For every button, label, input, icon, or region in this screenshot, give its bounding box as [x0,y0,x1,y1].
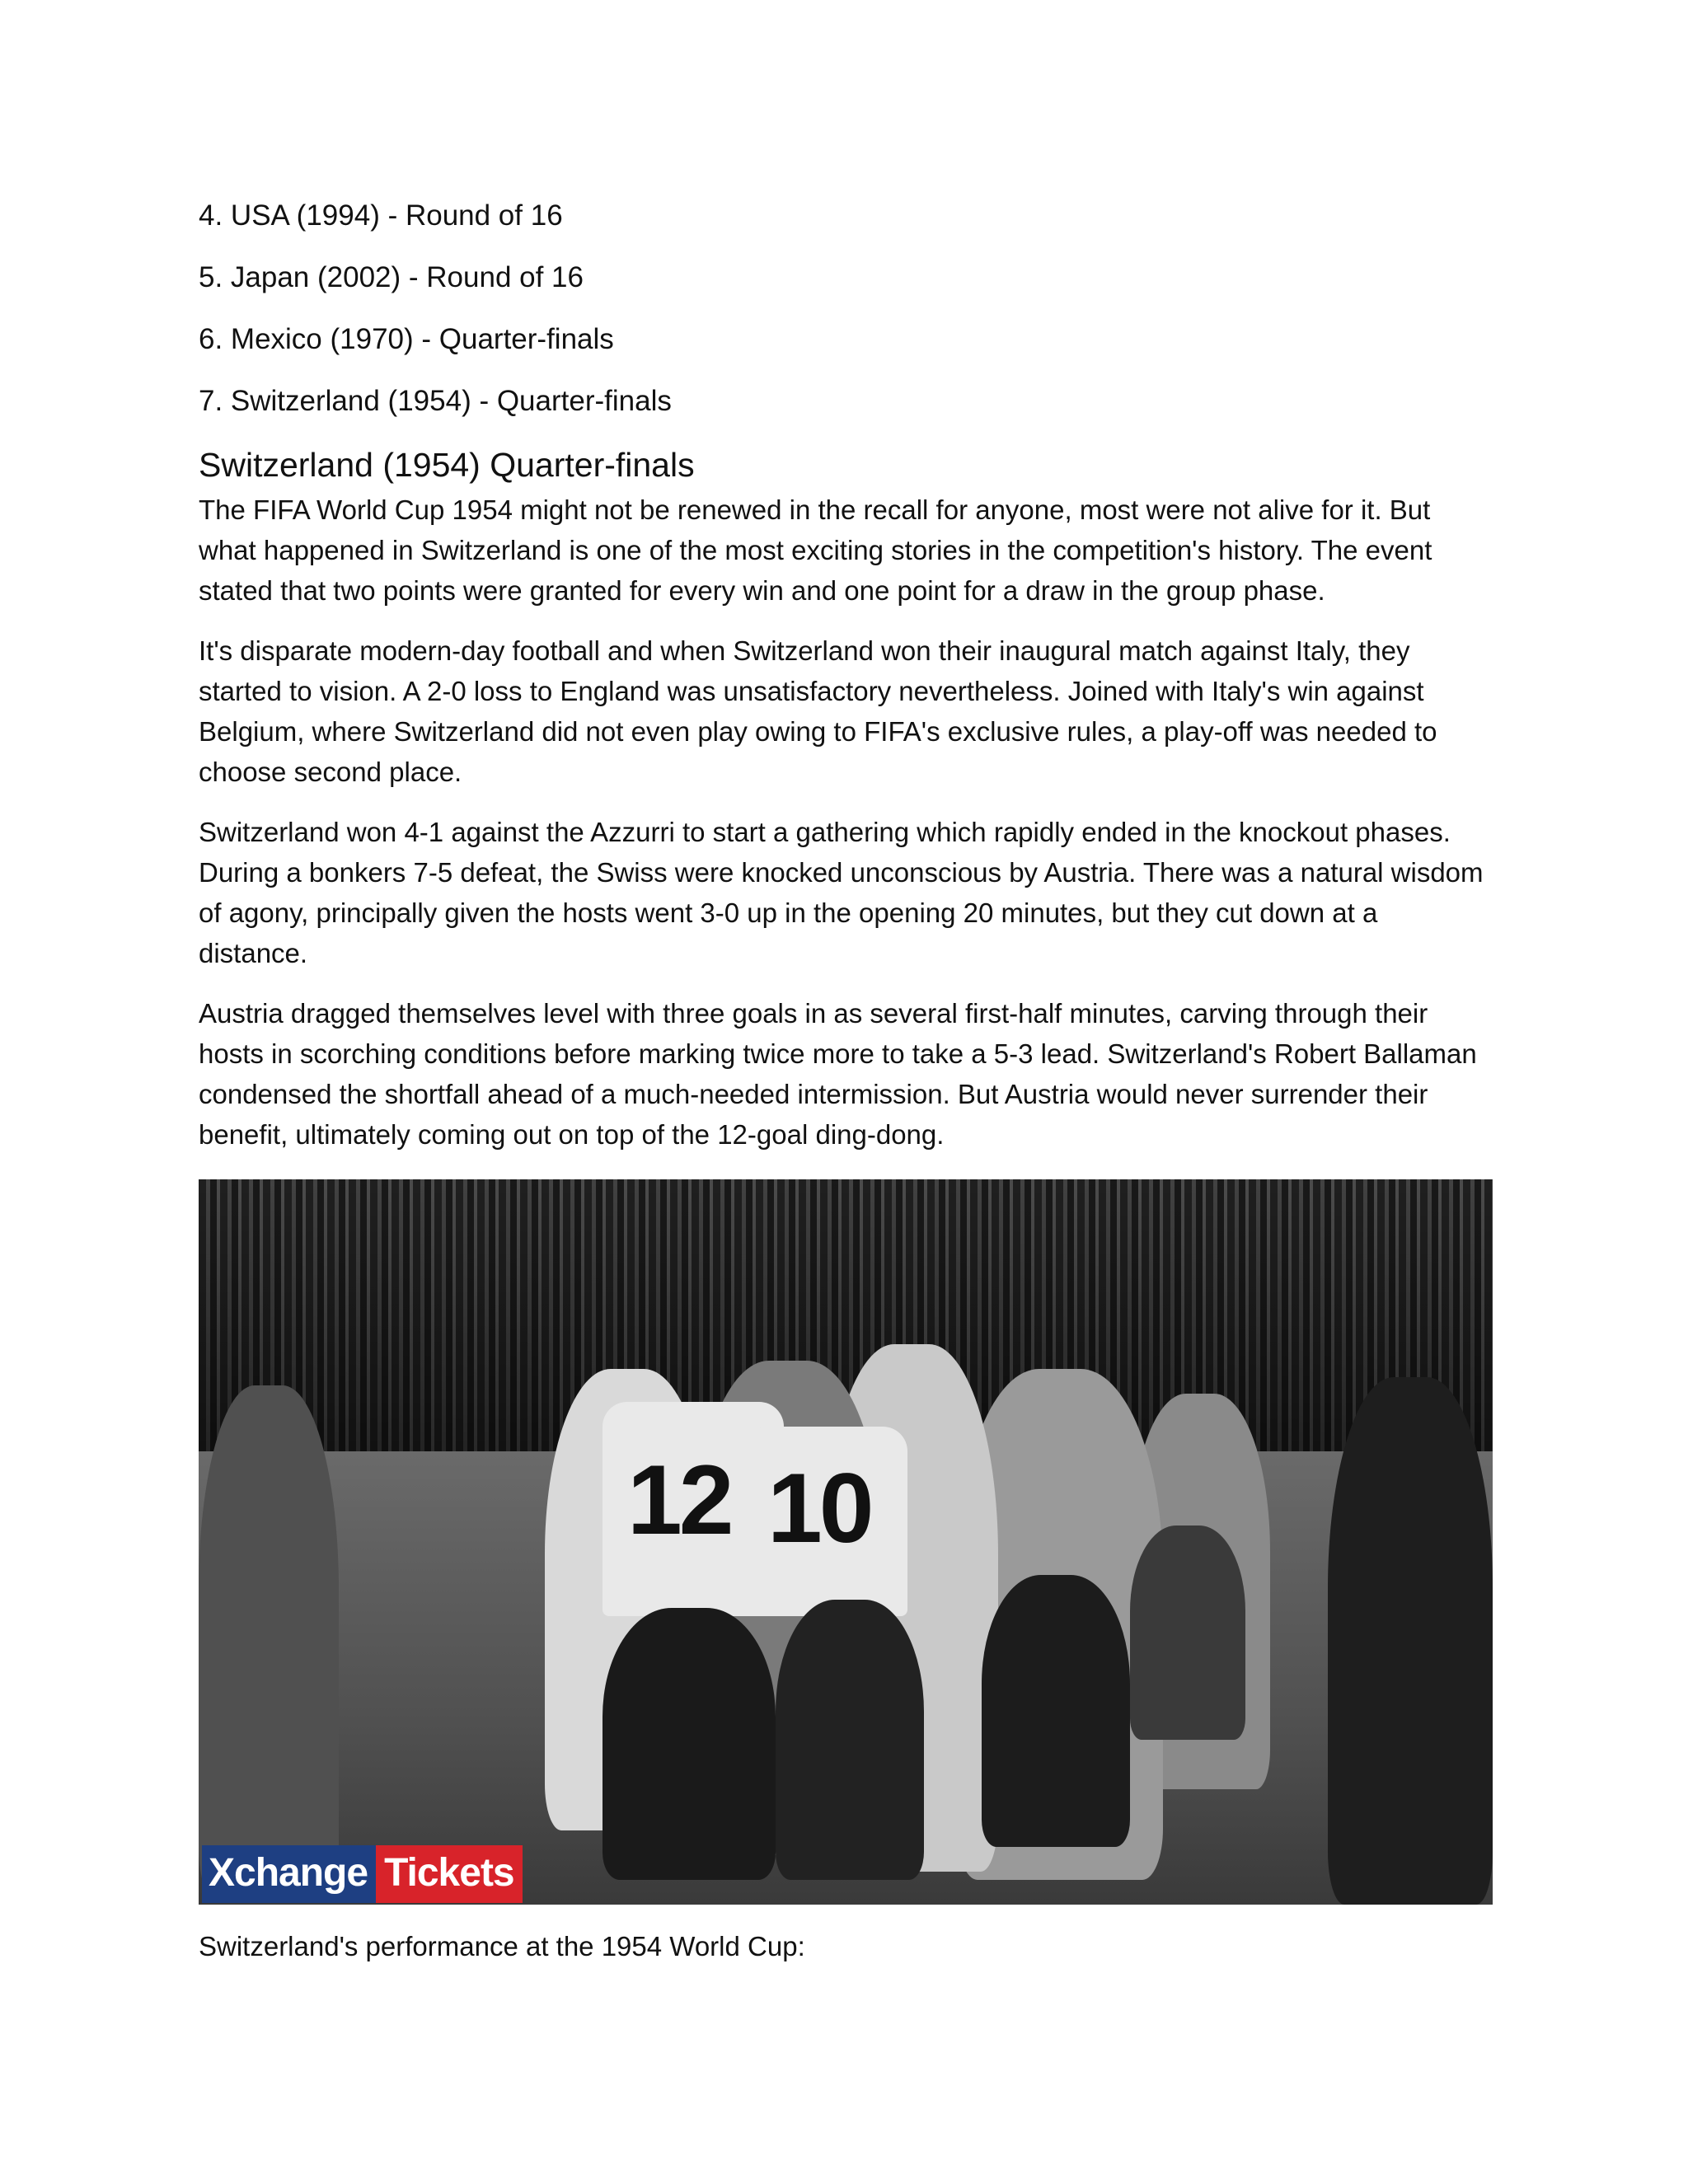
list-item: 4. USA (1994) - Round of 16 [199,199,563,232]
photo-caption: Switzerland's performance at the 1954 World Cup: [199,1931,805,1961]
section-heading: Switzerland (1954) Quarter-finals [199,446,695,484]
document-page [199,196,1493,1994]
jersey-number: 12 [627,1445,731,1555]
photo-figure [982,1575,1130,1847]
photo-figure [776,1600,924,1880]
paragraph: Switzerland won 4-1 against the Azzurri to start a gathering which rapidly ended in the knockout phases. During a bonkers 7-5 defeat, the Swiss were knocked unconscious by Austria. There was a natural wisdom of agony, principally given the hosts went 3-0 up in the opening 20 minutes, but they cut down at a distance. [199,817,1484,968]
list-item: 7. Switzerland (1954) - Quarter-finals [199,385,672,417]
logo-text: Tickets [376,1845,523,1903]
photo-figure [199,1385,339,1896]
celebration-photo [199,1179,1493,1905]
photo-figure [603,1608,776,1880]
list-item: 6. Mexico (1970) - Quarter-finals [199,323,614,355]
logo-text: Xchange [202,1845,376,1903]
rank-list [199,196,1493,421]
list-item: 5. Japan (2002) - Round of 16 [199,261,584,293]
photo-figure [1130,1526,1245,1740]
photo-figure [1328,1377,1493,1905]
paragraph: The FIFA World Cup 1954 might not be renewed in the recall for anyone, most were not alive for it. But what happened in Switzerland is one of the most exciting stories in the competition's history. The event stated that two points were granted for every win and one point for a draw in the group phase. [199,494,1432,606]
paragraph: Austria dragged themselves level with three goals in as several first-half minutes, carving through their hosts in scorching conditions before marking twice more to take a 5-3 lead. Switzerland's Robert Ballaman condensed the shortfall ahead of a much-needed intermission. But Austria would never surrender their benefit, ultimately coming out on top of the 12-goal ding-dong. [199,998,1477,1150]
paragraph: It's disparate modern-day football and when Switzerland won their inaugural match against Italy, they started to vision. A 2-0 loss to England was unsatisfactory nevertheless. Joined with Italy's win against Belgium, where Switzerland did not even play owing to FIFA's exclusive rules, a play-off was needed to choose second place. [199,635,1437,787]
jersey-number: 10 [767,1453,871,1563]
xchange-tickets-logo [202,1845,523,1903]
